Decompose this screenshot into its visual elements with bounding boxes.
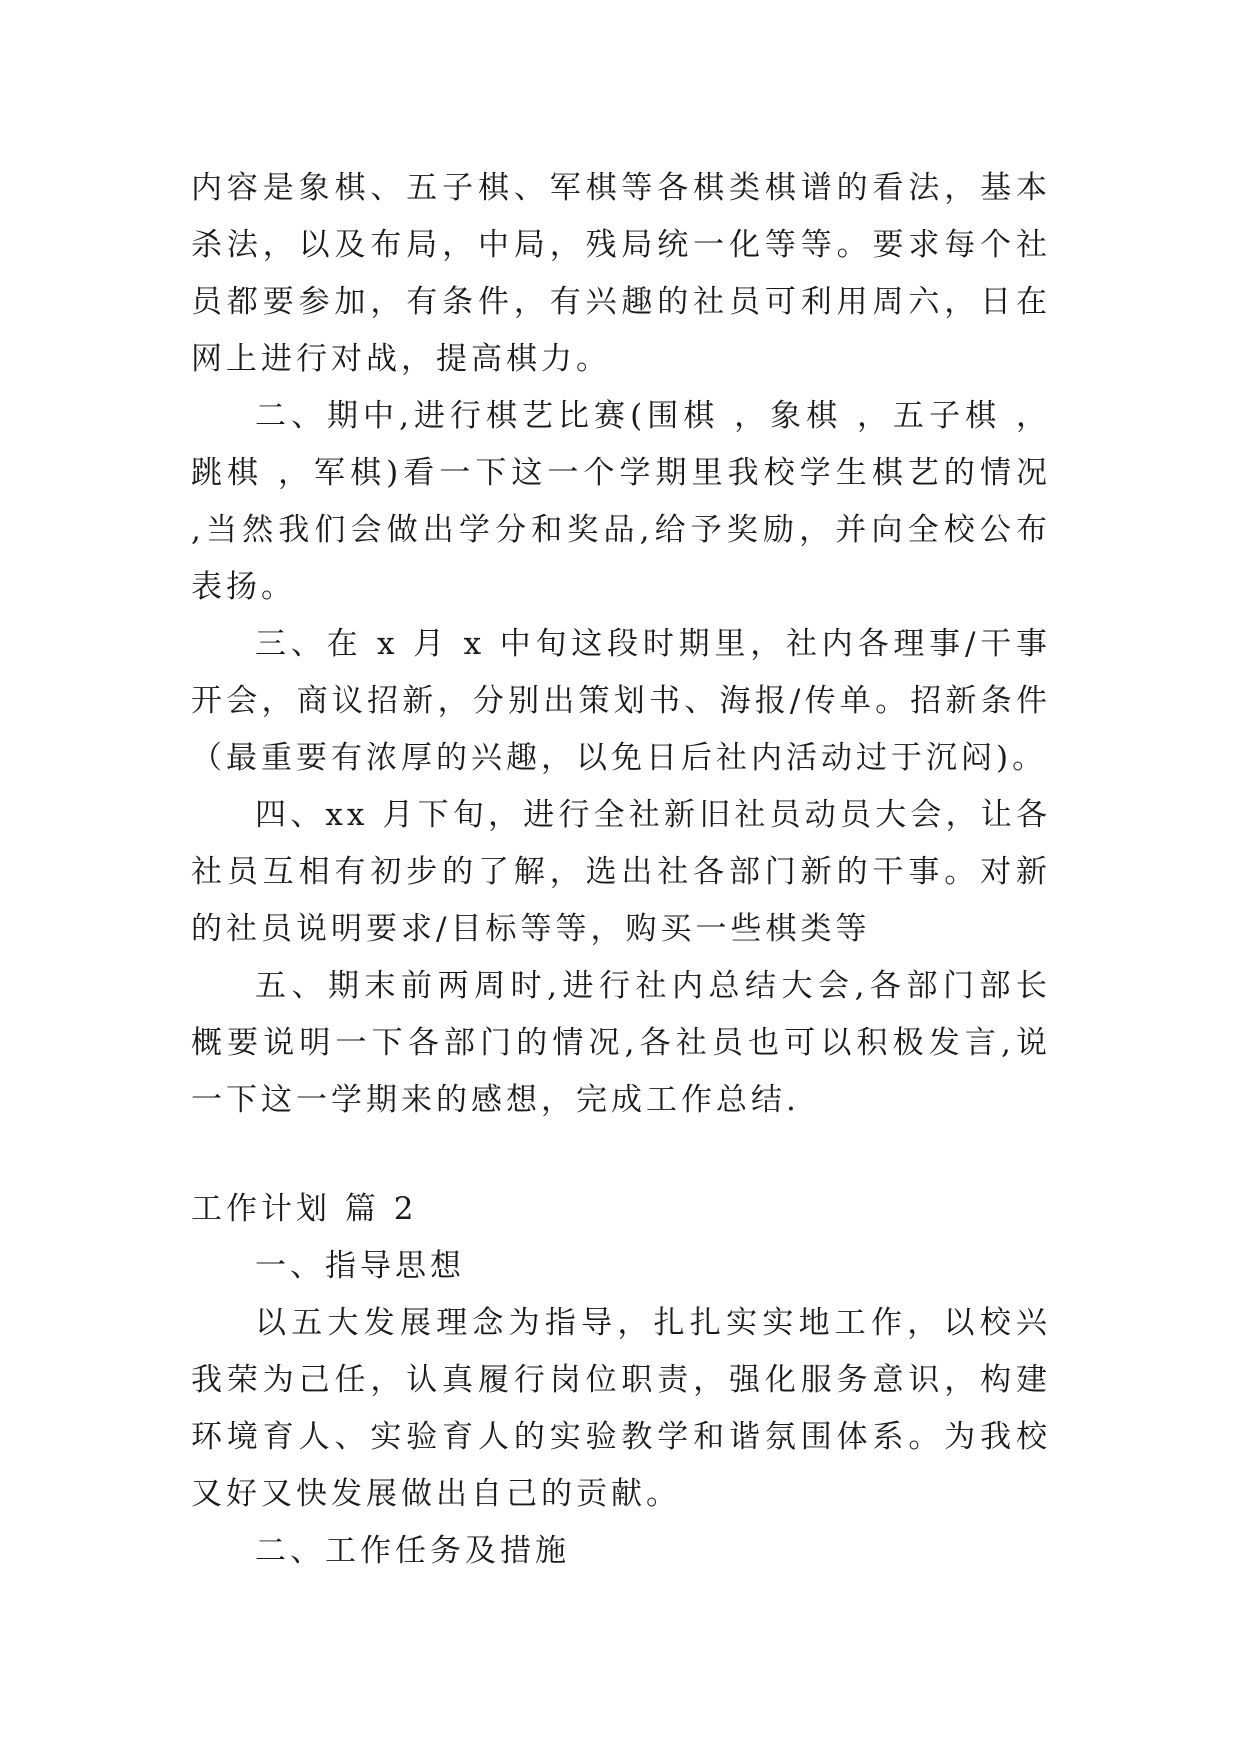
paragraph-mobilization-meeting: 四、xx 月下旬，进行全社新旧社员动员大会，让各社员互相有初步的了解，选出社各部门新的干事。对新的社员说明要求/目标等等，购买一些棋类等	[191, 797, 1051, 947]
document-body	[191, 160, 1051, 1580]
heading-tasks-measures: 二、工作任务及措施	[255, 1533, 570, 1569]
paragraph-chess-content: 内容是象棋、五子棋、军棋等各棋类棋谱的看法，基本杀法，以及布局，中局，残局统一化等等。要求每个社员都要参加，有条件，有兴趣的社员可利用周六，日在网上进行对战，提高棋力。	[191, 170, 1051, 377]
paragraph-final-summary: 五、期末前两周时,进行社内总结大会,各部门部长概要说明一下各部门的情况,各社员也可以积极发言,说一下这一学期来的感想，完成工作总结.	[191, 968, 1051, 1118]
paragraph-midterm-competition: 二、期中,进行棋艺比赛(围棋 ，象棋 ，五子棋 ，跳棋 ，军棋)看一下这一个学期里我校学生棋艺的情况 ,当然我们会做出学分和奖品,给予奖励，并向全校公布表扬。	[191, 398, 1051, 605]
paragraph-guiding-ideology: 以五大发展理念为指导，扎扎实实地工作，以校兴我荣为己任，认真履行岗位职责，强化服务意识，构建环境育人、实验育人的实验教学和谐氛围体系。为我校又好又快发展做出自己的贡献。	[191, 1305, 1051, 1512]
section-title: 工作计划 篇 2	[191, 1191, 418, 1227]
heading-guiding-ideology: 一、指导思想	[255, 1248, 465, 1284]
paragraph-recruitment: 三、在 x 月 x 中旬这段时期里，社内各理事/干事开会，商议招新，分别出策划书、海报/传单。招新条件（最重要有浓厚的兴趣，以免日后社内活动过于沉闷)。	[191, 626, 1051, 776]
